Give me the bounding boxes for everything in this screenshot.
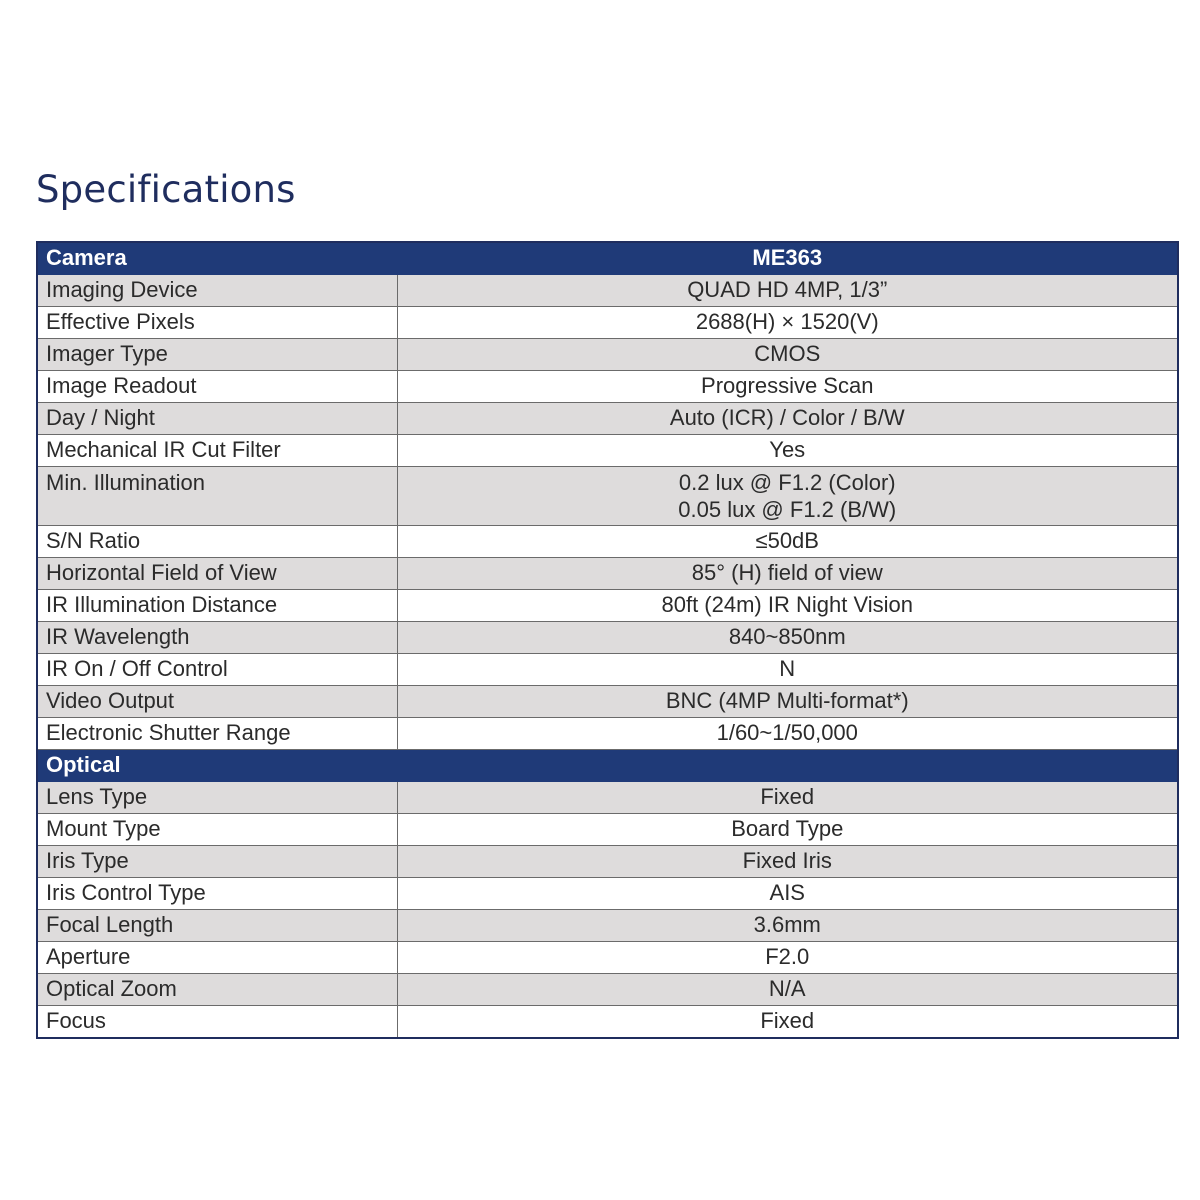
- spec-label: Mount Type: [37, 814, 397, 846]
- spec-value: Fixed: [397, 1006, 1178, 1039]
- spec-value: QUAD HD 4MP, 1/3”: [397, 275, 1178, 307]
- page-title: Specifications: [36, 168, 296, 211]
- table-row: [37, 846, 1178, 878]
- table-header-row: [37, 242, 1178, 275]
- spec-value-line: 0.05 lux @ F1.2 (B/W): [678, 497, 897, 522]
- table-row: [37, 1006, 1178, 1039]
- spec-value: 2688(H) × 1520(V): [397, 307, 1178, 339]
- table-row: [37, 467, 1178, 526]
- spec-value: ≤50dB: [397, 526, 1178, 558]
- spec-value: 3.6mm: [397, 910, 1178, 942]
- spec-label: Electronic Shutter Range: [37, 718, 397, 750]
- spec-value: 840~850nm: [397, 622, 1178, 654]
- spec-label: Horizontal Field of View: [37, 558, 397, 590]
- table-row: [37, 339, 1178, 371]
- spec-value: AIS: [397, 878, 1178, 910]
- table-row: [37, 435, 1178, 467]
- spec-label: S/N Ratio: [37, 526, 397, 558]
- header-model-name: ME363: [397, 242, 1178, 275]
- spec-value-line: 0.2 lux @ F1.2 (Color): [678, 470, 896, 495]
- spec-label: Focus: [37, 1006, 397, 1039]
- spec-label: Mechanical IR Cut Filter: [37, 435, 397, 467]
- table-row: [37, 974, 1178, 1006]
- table-row: [37, 622, 1178, 654]
- spec-label: Aperture: [37, 942, 397, 974]
- spec-value: 85° (H) field of view: [397, 558, 1178, 590]
- table-row: [37, 782, 1178, 814]
- table-row: [37, 878, 1178, 910]
- spec-label: Effective Pixels: [37, 307, 397, 339]
- spec-value: Fixed Iris: [397, 846, 1178, 878]
- spec-value: 1/60~1/50,000: [397, 718, 1178, 750]
- table-row: [37, 814, 1178, 846]
- table-row: [37, 654, 1178, 686]
- spec-value: N: [397, 654, 1178, 686]
- spec-value: Fixed: [397, 782, 1178, 814]
- spec-value: CMOS: [397, 339, 1178, 371]
- table-row: [37, 718, 1178, 750]
- spec-label: Iris Control Type: [37, 878, 397, 910]
- spec-value: Yes: [397, 435, 1178, 467]
- spec-label: Video Output: [37, 686, 397, 718]
- table-row: [37, 403, 1178, 435]
- spec-label: IR Wavelength: [37, 622, 397, 654]
- table-row: [37, 526, 1178, 558]
- table-row: [37, 942, 1178, 974]
- spec-label: Lens Type: [37, 782, 397, 814]
- spec-value: 80ft (24m) IR Night Vision: [397, 590, 1178, 622]
- spec-label: Focal Length: [37, 910, 397, 942]
- spec-label: Imager Type: [37, 339, 397, 371]
- spec-value: Board Type: [397, 814, 1178, 846]
- spec-label: Day / Night: [37, 403, 397, 435]
- spec-value: Auto (ICR) / Color / B/W: [397, 403, 1178, 435]
- table-row: [37, 686, 1178, 718]
- spec-label: IR On / Off Control: [37, 654, 397, 686]
- spec-label: Iris Type: [37, 846, 397, 878]
- spec-value: BNC (4MP Multi-format*): [397, 686, 1178, 718]
- spec-label: IR Illumination Distance: [37, 590, 397, 622]
- spec-value: [397, 467, 1178, 526]
- table-row: [37, 307, 1178, 339]
- spec-label: Image Readout: [37, 371, 397, 403]
- spec-label: Optical Zoom: [37, 974, 397, 1006]
- header-camera-label: Camera: [37, 242, 397, 275]
- spec-label: Min. Illumination: [37, 467, 397, 526]
- table-row: [37, 371, 1178, 403]
- table-row: [37, 910, 1178, 942]
- section-header-optical: [37, 750, 1178, 782]
- table-row: [37, 558, 1178, 590]
- table-row: [37, 590, 1178, 622]
- section-title: Optical: [37, 750, 1178, 782]
- spec-value: F2.0: [397, 942, 1178, 974]
- spec-value: N/A: [397, 974, 1178, 1006]
- table-row: [37, 275, 1178, 307]
- specifications-table: [36, 241, 1179, 1039]
- spec-value: Progressive Scan: [397, 371, 1178, 403]
- spec-label: Imaging Device: [37, 275, 397, 307]
